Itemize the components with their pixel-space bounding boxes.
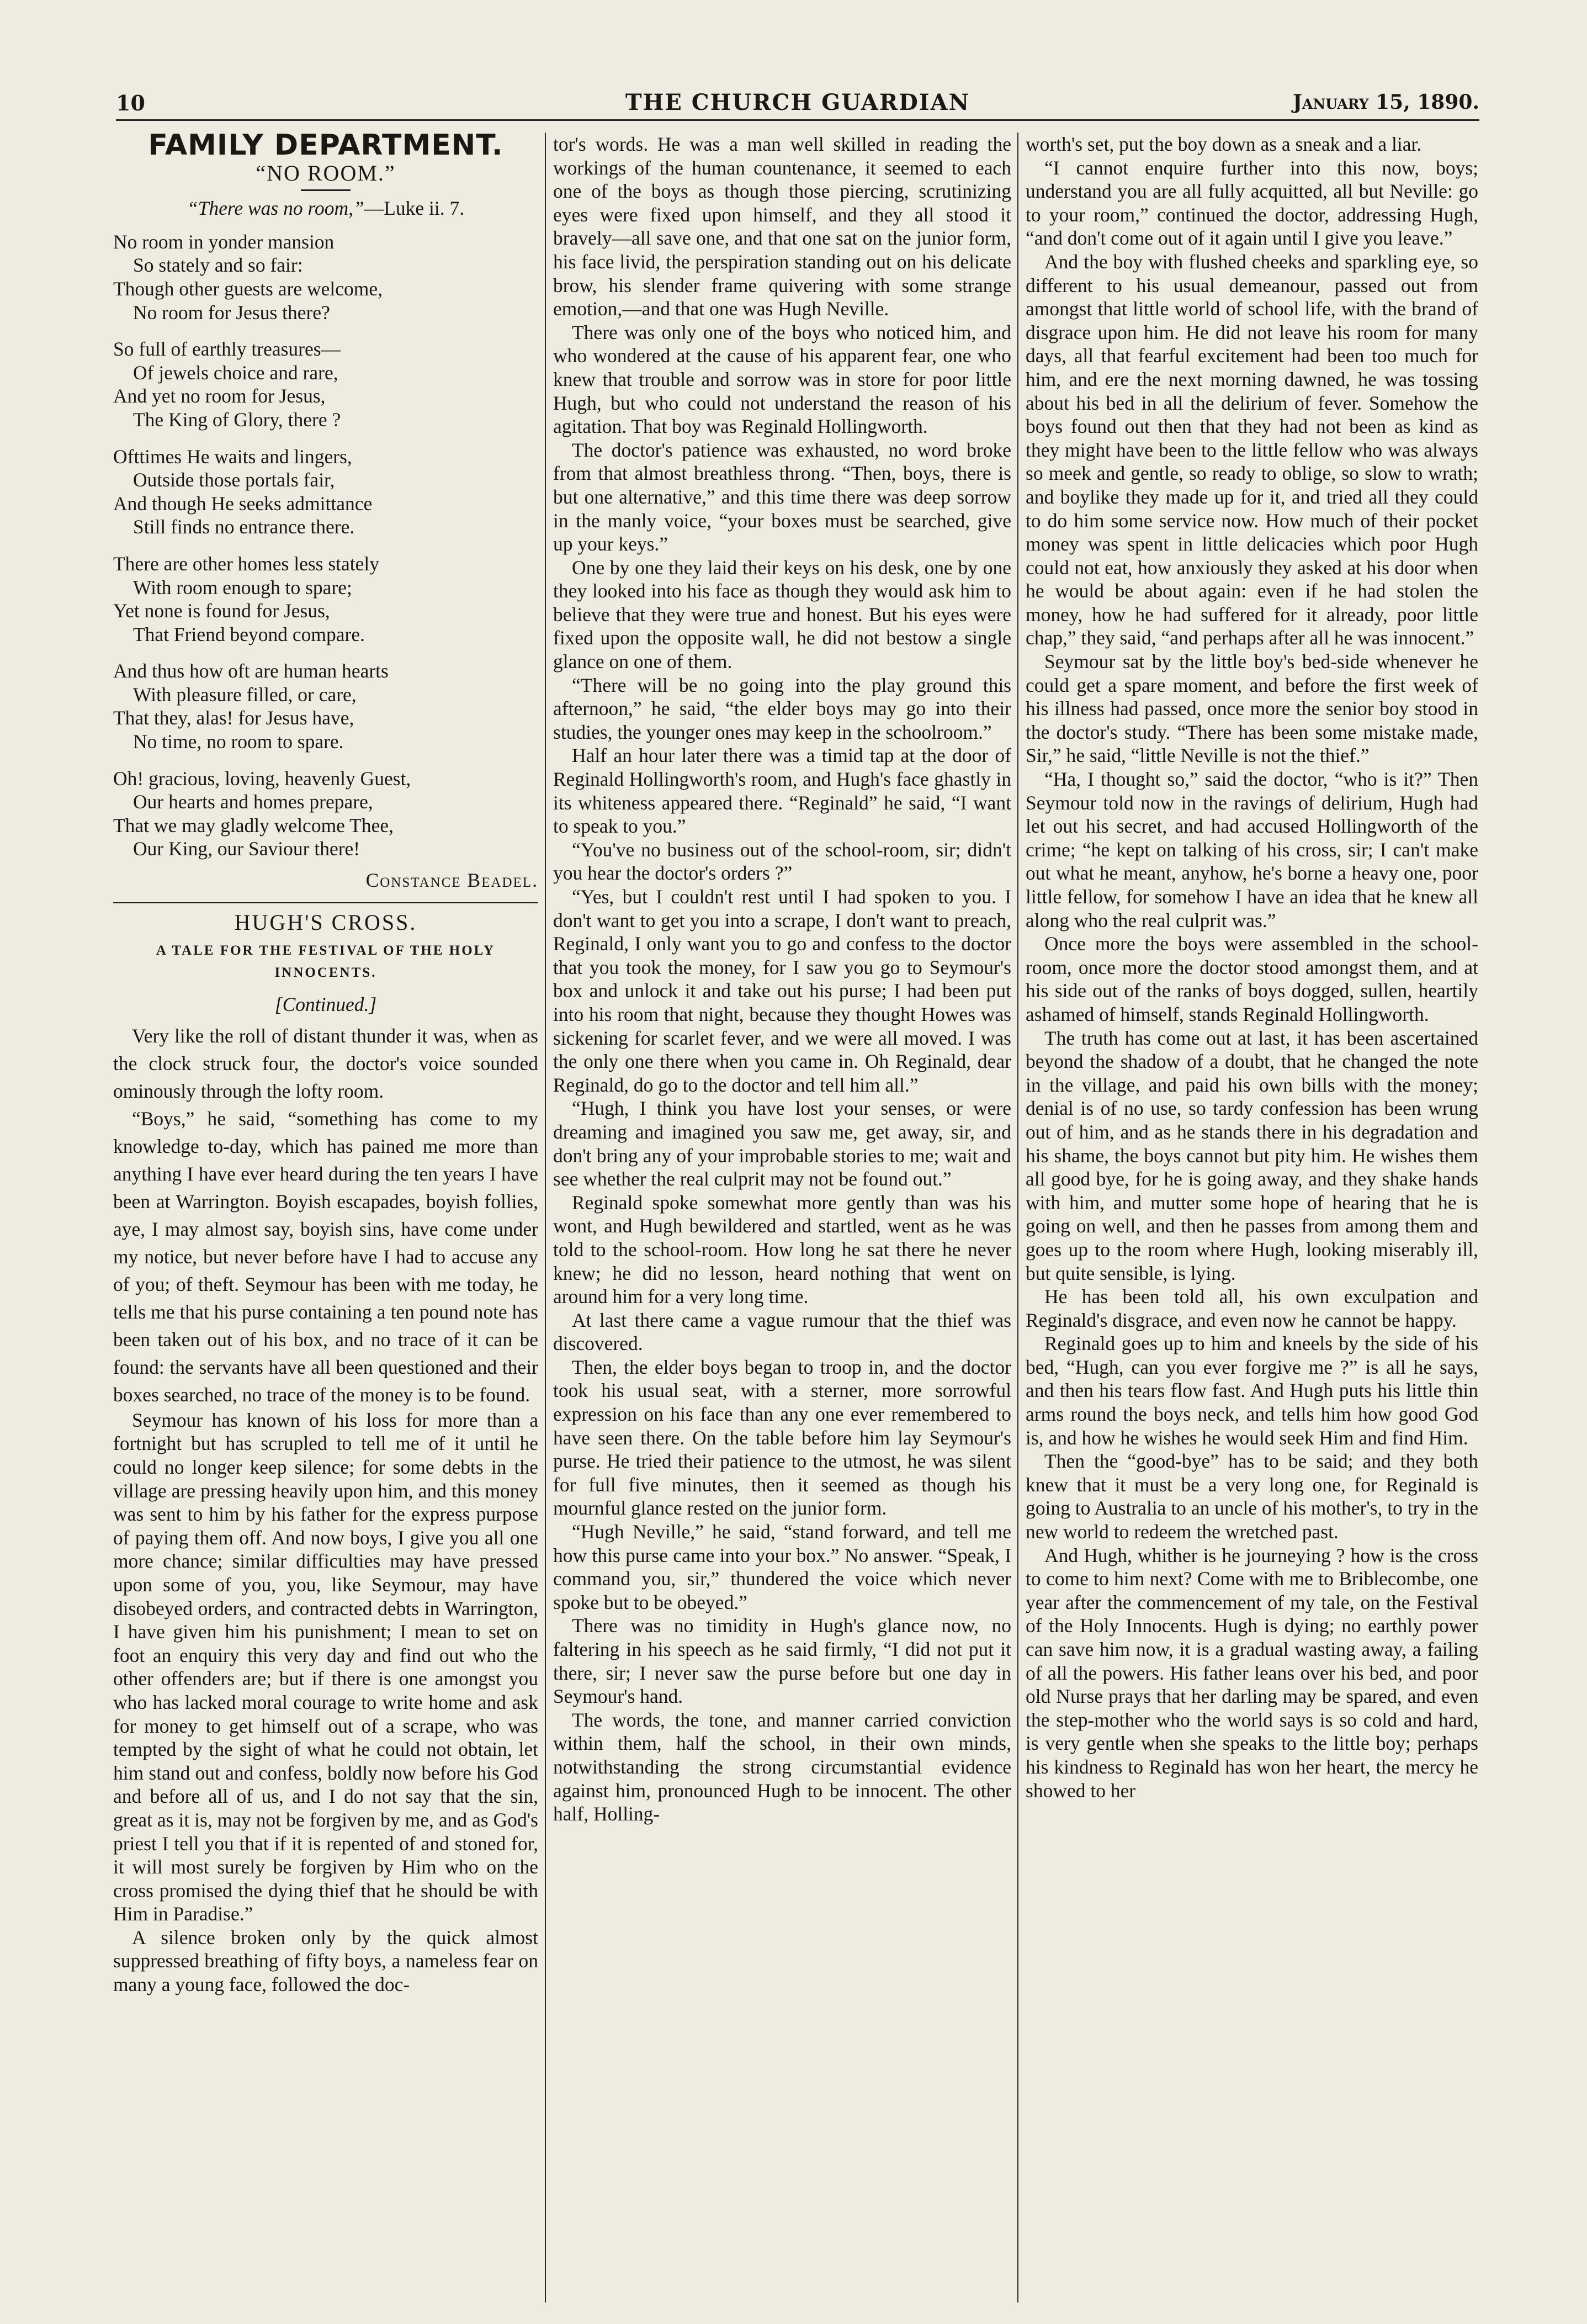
title-rule xyxy=(301,189,351,191)
story-paragraph: And Hugh, whither is he journeying ? how is the cross to come to him next? Come with me to Briblecombe, one year after the commencement of my tale, on the Festival of the Holy Innocents. Hugh is dying; no earthly power can save him now, it is a gradual wasting away, a failing of all the powers. His father leans over his bed, and poor old Nurse prays that her darling may be spared, and even the step-mother who the world says is so cold and hard, is very gentle when she speaks to the little boy; perhaps his kindness to Reginald has won her heart, the mercy he showed to her xyxy=(1026,1544,1478,1802)
page-header xyxy=(116,86,1479,121)
poem-stanza xyxy=(113,767,538,861)
poem-line: There are other homes less stately xyxy=(113,552,380,575)
poem-title: “NO ROOM.” xyxy=(256,160,396,186)
story-paragraph: Reginald spoke somewhat more gently than was his wont, and Hugh bewildered and startled, went as he was told to the school-room. How long he sat there he never knew; he did no lesson, heard nothing that went on around him for a very long time. xyxy=(553,1191,1011,1308)
poem-epigraph xyxy=(113,197,538,220)
poem-line: No room for Jesus there? xyxy=(133,301,330,324)
column-divider xyxy=(545,133,546,2302)
story-paragraph: Once more the boys were assembled in the school-room, once more the doctor stood amongst them, and at his side out of the ranks of boys dogged, sullen, heartily ashamed of himself, stands Reginald Hollingworth. xyxy=(1026,933,1478,1025)
story-paragraph: Seymour sat by the little boy's bed-side whenever he could get a spare moment, and before the first week of his illness had passed, once more the senior boy stood in the doctor's study. “There has been some mistake made, Sir,” he said, “little Neville is not the thief.” xyxy=(1026,650,1478,767)
story-paragraph: One by one they laid their keys on his desk, one by one they looked into his face as though they would ask him to believe that they were true and honest. But his eyes were fixed upon the opposite wall, he did not bestow a single glance on one of them. xyxy=(553,556,1011,673)
column-divider xyxy=(1017,133,1018,2302)
poem-line: Though other guests are welcome, xyxy=(113,277,383,300)
story-paragraph: Then the “good-bye” has to be said; and they both knew that it must be a very long one, for Reginald is going to Australia to an uncle of his mother's, to try in the new world to redeem the wretched past. xyxy=(1026,1450,1478,1543)
section-rule xyxy=(113,902,538,903)
poem-line: No time, no room to spare. xyxy=(133,730,344,753)
poem-line: That Friend beyond compare. xyxy=(133,623,365,645)
poem-line: So full of earthly treasures— xyxy=(113,338,341,361)
poem-line: And though He seeks admittance xyxy=(113,492,373,515)
story-paragraph: The doctor's patience was exhausted, no word broke from that almost breathless throng. “Then, boys, there is but one alternative,” and this time there was deep sorrow in the manly voice, “your boxes must be searched, give up your keys.” xyxy=(553,438,1011,555)
story-paragraph: “I cannot enquire further into this now, boys; understand you are all fully acquitted, all but Neville: go to your room,” continued the doctor, addressing Hugh, “and don't come out of it again until I give you leave.” xyxy=(1026,156,1478,250)
poem-line: With pleasure filled, or care, xyxy=(133,683,357,706)
poem-line: Yet none is found for Jesus, xyxy=(113,600,330,622)
story-paragraph: The words, the tone, and manner carried conviction within them, half the school, in their own minds, notwithstanding the strong circumstantial evidence against him, pronounced Hugh to be innocent. The other half, Holling- xyxy=(553,1708,1011,1825)
story-paragraph: “There will be no going into the play ground this afternoon,” he said, “the elder boys may go into their studies, the younger ones may keep in the schoolroom.” xyxy=(553,674,1011,743)
poem-line: And yet no room for Jesus, xyxy=(113,385,326,407)
continued-note: [Continued.] xyxy=(274,993,377,1016)
story-subtitle: A TALE FOR THE FESTIVAL OF THE HOLY INNOCENTS. xyxy=(156,943,496,981)
story-title: HUGH'S CROSS. xyxy=(234,909,417,935)
poem-line: The King of Glory, there ? xyxy=(133,408,341,431)
column-1 xyxy=(113,133,538,2302)
story-paragraph: Half an hour later there was a timid tap at the door of Reginald Hollingworth's room, and Hugh's face ghastly in its whiteness appeared there. “Reginald” he said, “I want to speak to you.” xyxy=(553,744,1011,838)
story-text xyxy=(113,1409,538,1997)
poem-line: With room enough to spare; xyxy=(133,576,352,599)
poem-line: Oh! gracious, loving, heavenly Guest, xyxy=(113,767,411,790)
poem-stanza xyxy=(113,445,538,539)
story-text xyxy=(1026,133,1478,1802)
epigraph-reference: —Luke ii. 7. xyxy=(364,197,465,220)
poem-line: Our hearts and homes prepare, xyxy=(133,791,373,813)
story-paragraph: Reginald goes up to him and kneels by the side of his bed, “Hugh, can you ever forgive me ?” is all he says, and then his tears flow fast. And Hugh puts his little thin arms round the boys neck, and tells him how good God is, and how he wishes he would seek Him and find Him. xyxy=(1026,1332,1478,1449)
story-paragraph: Seymour has known of his loss for more than a fortnight but has scrupled to tell me of it until he could no longer keep silence; for some debts in the village are pressing heavily upon him, and this money was sent to him by his father for the express purpose of paying them off. And now boys, I give you all one more chance; similar difficulties may have pressed upon some of you, you, like Seymour, may have disobeyed orders, and contracted debts in Warrington, I have given him his punishment; I mean to set on foot an enquiry this very day and find out who the other offenders are; but if there is one amongst you who has lacked moral courage to write home and ask for money to get himself out of a scrape, who was tempted by the sight of what he could not obtain, let him stand out and confess, boldly now before his God and before all of us, and I do not say that the sin, great as it is, may not be forgiven by me, and as God's priest I tell you that if it is repented of and stoned for, it will most surely be forgiven by Him who on the cross promised the dying thief that he should be with Him in Paradise.” xyxy=(113,1409,538,1925)
column-2 xyxy=(553,133,1011,2302)
story-paragraph: He has been told all, his own exculpation and Reginald's disgrace, and even now he cannot be happy. xyxy=(1026,1285,1478,1331)
story-paragraph: Then, the elder boys began to troop in, and the doctor took his usual seat, with a sterner, more sorrowful expression on his face than any one ever remembered to have seen there. On the table before him lay Seymour's purse. He tried their patience to the utmost, he was silent for full five minutes, then it seemed as though his mournful glance rested on the junior form. xyxy=(553,1356,1011,1520)
story-paragraph: And the boy with flushed cheeks and sparkling eye, so different to his usual demeanour, passed out from amongst that little world of school life, with the brand of disgrace upon him. He did not leave his room for many days, all that fearful excitement had been too much for him, and ere the next morning dawned, he was tossing about his bed in all the delirium of fever. Somehow the boys found out then that they had not been as kind as they might have been to the little fellow who was always so meek and gentle, so ready to oblige, so slow to wrath; and boylike they made up for it, and tried all they could to do him some service now. How much of their pocket money was spent in little delicacies which poor Hugh could not eat, how anxiously they asked at his door when he would be about again: even if he had stolen the money, how he had suffered for it already, poor little chap,” they said, “and perhaps after all he was innocent.” xyxy=(1026,250,1478,649)
story-paragraph: There was only one of the boys who noticed him, and who wondered at the cause of his apparent fear, one who knew that trouble and sorrow was in store for poor little Hugh, but who could not understand the reason of his agitation. That boy was Reginald Hollingworth. xyxy=(553,321,1011,438)
epigraph-quote: “There was no room,” xyxy=(187,197,364,220)
story-paragraph: At last there came a vague rumour that the thief was discovered. xyxy=(553,1309,1011,1355)
poem-line: Outside those portals fair, xyxy=(133,469,335,491)
story-paragraph: There was no timidity in Hugh's glance now, no faltering in his speech as he said firmly, “I did not put it there, sir; I never saw the purse before but one day in Seymour's hand. xyxy=(553,1614,1011,1708)
poem-line: Ofttimes He waits and lingers, xyxy=(113,445,352,468)
poem-author: Constance Beadel. xyxy=(365,869,538,892)
poem-line: Our King, our Saviour there! xyxy=(133,838,360,860)
poem-line: Of jewels choice and rare, xyxy=(133,361,338,384)
story-paragraph: A silence broken only by the quick almost suppressed breathing of fifty boys, a nameless fear on many a young face, followed the doc- xyxy=(113,1926,538,1996)
poem-stanza xyxy=(113,552,538,646)
poem-stanza xyxy=(113,659,538,753)
story-paragraph: The truth has come out at last, it has been ascertained beyond the shadow of a doubt, that he changed the note in the village, and paid his own bills with the money; denial is of no use, so tardy confession has been wrung out of him, and as he stands there in his degradation and his shame, the boys cannot but pity him. He wishes them all good bye, for he is going away, and they shake hands with him, and mutter some hope of hearing that he is going on well, and then he passes from among them and goes up to the room where Hugh, looking miserably ill, but quite sensible, is lying. xyxy=(1026,1026,1478,1284)
issue-date: January 15, 1890. xyxy=(1293,91,1479,114)
column-3 xyxy=(1026,133,1478,2302)
story-paragraph: “Hugh Neville,” he said, “stand forward, and tell me how this purse came into your box.” No answer. “Speak, I command you, sir,” thundered the voice which never spoke but to be obeyed.” xyxy=(553,1521,1011,1613)
poem-line: That we may gladly welcome Thee, xyxy=(113,814,394,837)
poem-line: No room in yonder mansion xyxy=(113,230,335,253)
poem-line: So stately and so fair: xyxy=(133,254,303,277)
poem-stanzas xyxy=(113,230,538,861)
poem-line: Still finds no entrance there. xyxy=(133,516,355,538)
page-number: 10 xyxy=(116,91,145,115)
newspaper-title: THE CHURCH GUARDIAN xyxy=(625,89,970,115)
poem-stanza xyxy=(113,337,538,431)
poem-line: That they, alas! for Jesus have, xyxy=(113,707,354,729)
department-heading: FAMILY DEPARTMENT. xyxy=(148,133,503,162)
poem-line: And thus how oft are human hearts xyxy=(113,660,389,682)
story-paragraph: Very like the roll of distant thunder it was, when as the clock struck four, the doctor's voice sounded ominously through the lofty room. xyxy=(113,1024,538,1102)
story-paragraph: “Yes, but I couldn't rest until I had spoken to you. I don't want to get you into a scrape, I don't want to preach, Reginald, I only want you to go and confess to the doctor that you took the money, for I saw you go to Seymour's box and unlock it and take out his purse; I had been put into his room that night, because they thought Howes was sickening for scarlet fever, and we were all moved. I was the only one there when you came in. Oh Reginald, dear Reginald, do go to the doctor and tell him all.” xyxy=(553,886,1011,1096)
poem-stanza xyxy=(113,230,538,324)
story-paragraph: “Hugh, I think you have lost your senses, or were dreaming and imagined you saw me, get away, sir, and don't bring any of your improbable stories to me; wait and see whether the real culprit may not be found out.” xyxy=(553,1097,1011,1190)
story-paragraph: “Ha, I thought so,” said the doctor, “who is it?” Then Seymour told now in the ravings of delirium, Hugh had let out his secret, and had accused Hollingworth of the crime; “he kept on talking of his cross, sir; I can't make out what he meant, anyhow, he's borne a heavy one, poor little fellow, for somehow I have an idea that he knew all along who the real culprit was.” xyxy=(1026,768,1478,931)
story-paragraph: tor's words. He was a man well skilled in reading the workings of the human countenance, it seemed to each one of the boys as though those piercing, scrutinizing eyes were fixed upon himself, and they all stood it bravely—all save one, and that one sat on the junior form, his face livid, the perspiration standing out on his delicate brow, his slender frame quivering with some strange emotion,—and that one was Hugh Neville. xyxy=(553,133,1011,320)
story-text xyxy=(553,133,1011,1826)
story-paragraph: “Boys,” he said, “something has come to my knowledge to-day, which has pained me more than anything I have ever heard during the ten years I have been at Warrington. Boyish escapades, boyish follies, aye, I may almost say, boyish sins, have come under my notice, but never before have I had to accuse any of you; of theft. Seymour has been with me today, he tells me that his purse containing a ten pound note has been taken out of his box, and no trace of it can be found: the servants have all been questioned and their boxes searched, no trace of the money is to be found. xyxy=(113,1107,538,1406)
story-text xyxy=(113,1022,538,1409)
story-paragraph: worth's set, put the boy down as a sneak and a liar. xyxy=(1026,133,1422,155)
story-paragraph: “You've no business out of the school-room, sir; didn't you hear the doctor's orders ?” xyxy=(553,838,1011,885)
